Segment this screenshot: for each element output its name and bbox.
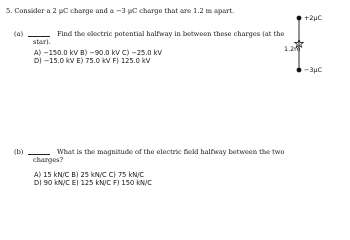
distance-label: 1.2m: [284, 45, 301, 53]
answer-blank-b[interactable]: [28, 154, 50, 155]
negative-charge-label: −3μC: [304, 66, 322, 74]
question-a-text-continued: star).: [33, 38, 51, 46]
question-a-label: (a): [14, 30, 24, 38]
question-a-options-row-1: A) −150.0 kV B) −90.0 kV C) −25.0 kV: [34, 49, 162, 57]
question-b-options-row-1: A) 15 kN/C B) 25 kN/C C) 75 kN/C: [34, 171, 145, 179]
question-a-text: Find the electric potential halfway in between these charges (at the: [57, 30, 285, 38]
question-b-text: What is the magnitude of the electric field halfway between the two: [57, 148, 285, 156]
question-b-label: (b): [14, 148, 24, 156]
positive-charge-label: +2μC: [304, 14, 322, 22]
positive-charge-dot: [297, 16, 302, 21]
charge-diagram: [286, 10, 348, 74]
question-a-options-row-2: D) −15.0 kV E) 75.0 kV F) 125.0 kV: [34, 57, 151, 65]
question-b-text-continued: charges?: [33, 156, 64, 164]
negative-charge-dot: [297, 68, 302, 73]
problem-statement: 5. Consider a 2 μC charge and a −3 μC charge that are 1.2 m apart.: [6, 7, 235, 15]
question-b-options-row-2: D) 90 kN/C E) 125 kN/C F) 150 kN/C: [34, 179, 152, 187]
answer-blank-a[interactable]: [28, 36, 50, 37]
